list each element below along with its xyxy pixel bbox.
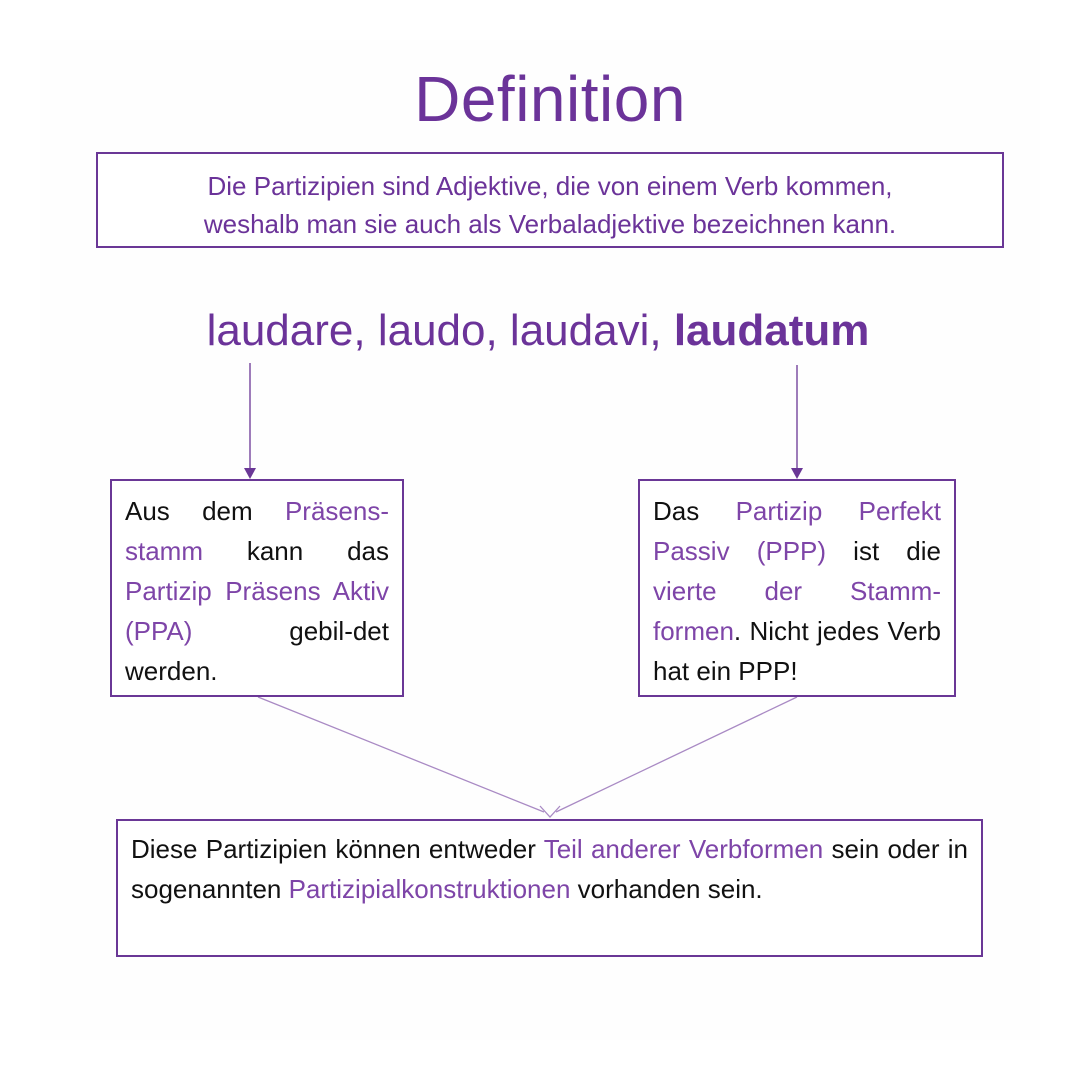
definition-box [96, 152, 1004, 248]
usage-text-3: vorhanden sein. [570, 874, 763, 904]
ppa-box [110, 479, 404, 697]
ppp-box [638, 479, 956, 697]
usage-highlight-constructions: Partizipialkonstruktionen [288, 874, 571, 904]
ppa-highlight-term: Partizip Präsens Aktiv (PPA) [125, 576, 389, 646]
ppa-text-3: gebil-det werden. [125, 616, 389, 686]
verb-forms-regular: laudare, laudo, laudavi, [206, 306, 674, 355]
verb-principal-parts [0, 306, 1076, 356]
page-title: Definition [414, 63, 686, 135]
usage-highlight-verbforms: Teil anderer Verbformen [543, 834, 824, 864]
ppa-text-2: kann das [203, 536, 389, 566]
ppp-text-1: Das [653, 496, 736, 526]
ppa-text-1: Aus dem [125, 496, 285, 526]
ppp-highlight-stem: vierte der Stamm-formen [653, 576, 941, 646]
usage-text-1: Diese Partizipien können entweder [131, 834, 544, 864]
ppa-highlight-stem: Präsens-stamm [125, 496, 389, 566]
definition-line-2: weshalb man sie auch als Verbaladjektive bezeichnen kann. [203, 209, 897, 239]
ppp-text-3: . Nicht jedes Verb hat ein PPP! [653, 616, 941, 686]
ppp-text-2: ist die [826, 536, 941, 566]
usage-text-2: sein oder in sogenannten [131, 834, 968, 904]
usage-box [116, 819, 983, 957]
definition-line-1: Die Partizipien sind Adjektive, die von einem Verb kommen, [207, 171, 893, 201]
verb-form-supine: laudatum [673, 306, 870, 355]
ppp-highlight-term: Partizip Perfekt Passiv (PPP) [653, 496, 941, 566]
